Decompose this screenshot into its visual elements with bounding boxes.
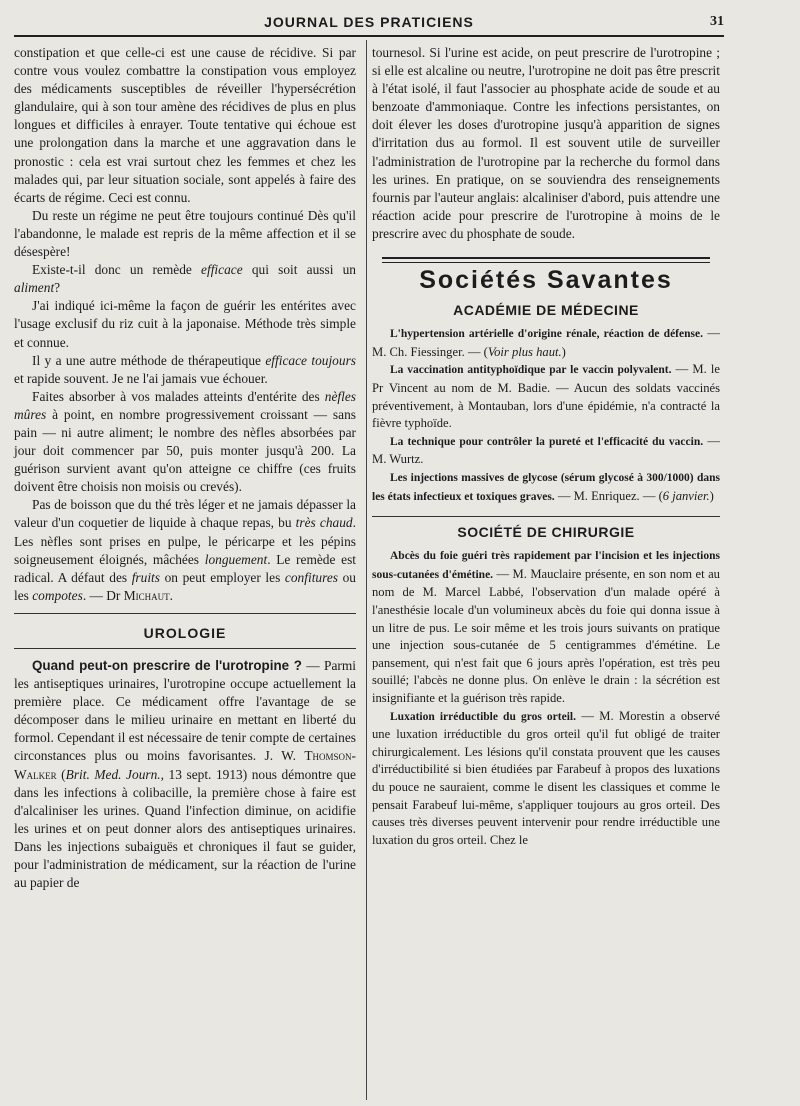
paragraph: Quand peut-on prescrire de l'urotropine ? — Parmi les antiseptiques urinaires, l'urotropine occupe actuellement la première place. Ce médicament offre l'avantage de se décomposer dans le milieu urinaire en mettant en liberté du formol. Cependant il est nécessaire de tenir compte de certaines circonstances plus ou moins favorisantes. J. W. Thomson-Walker (Brit. Med. Journ., 13 sept. 1913) nous démontre que dans les infections à colibacille, la première chose à faire est d'alcaliniser les urines. Quand l'infection diminue, on acidifie les urines et on peut donner alors des antiseptiques urinaires. Dans les injections subaiguës et chroniques il faut se guider, pour l'administration de médicament, sur la réaction de l'urine au papier de [14,658,357,891]
running-header [14,8,724,34]
section-heading-urologie: UROLOGIE [143,624,227,641]
section-heading-societes: Sociétés Savantes [419,266,673,295]
header-rule [14,35,724,37]
subsection-heading-chirurgie: SOCIÉTÉ DE CHIRURGIE [457,524,635,541]
paragraph: Du reste un régime ne peut être toujours continué Dès qu'il l'abandonne, le malade est repris de la même affection et il se désespère! [14,207,356,260]
section-rule [14,648,356,649]
right-column [372,44,720,849]
paragraph: Existe-t-il donc un remède efficace qui soit aussi un aliment? [14,262,356,296]
entry: La technique pour contrôler la pureté et l'efficacité du vaccin. — M. Wurtz. [372,433,720,467]
entry: Luxation irréductible du gros orteil. — M. Morestin a observé une luxation irréductible du gros orteil qu'il fut obligé de traiter chirurgicalement. Les lésions qu'il constata prouvent que les causes d'irréductibilité si bien étudiées par Farabeuf à propos des luxations du pouce ne sauraient, comme le disent les classiques et comme le pensait Farabeuf lui-même, s'appliquer toujours au gros orteil. Des causes très diverses peuvent intervenir pour rendre irréductible une luxation du gros orteil. Chez le [372,708,720,847]
entry: Abcès du foie guéri très rapidement par l'incision et les injections sous-cutanées d'émétine. — M. Mauclaire présente, en son nom et au nom de M. Marcel Labbé, l'observation d'un malade opéré à l'anesthésie locale d'un volumineux abcès du foie qui donna issue à un litre de pus. Le soir même et les trois jours suivants on pratique une injection sous-cutanée de 5 centigrammes d'émétine. Le pansement, qui n'est fait que 6 jours après l'opération, est très peu souillé; l'abcès ne donne plus. On enlève le drain : la sécrétion est insignifiante et la guérison très rapide. [372,550,720,705]
subsection-heading-academie: ACADÉMIE DE MÉDECINE [453,302,639,319]
paragraph: constipation et que celle-ci est une cause de récidive. Si par contre vous voulez combattre la constipation vous employez des médicaments susceptibles de réveiller l'hypersécrétion glandulaire, qui à son tour amène des récidives de plus en plus longues et difficiles à enrayer. Toute tentative qui échoue est une prolongation dans la marche et une aggravation dans le pronostic : cela est vrai surtout chez les femmes et chez les malades qui, par leur situation sociale, sont appelés à faire des écarts de régime. Ceci est connu. [14,45,356,205]
entry: Les injections massives de glycose (sérum glycosé à 300/1000) dans les états infectieux et toxiques graves. — M. Enriquez. — (6 janvier.) [372,471,720,503]
page-number: 31 [710,14,724,29]
author-signature: Michaut [123,587,170,603]
section-rule [372,516,720,517]
article-title: Quand peut-on prescrire de l'urotropine ? [32,658,302,673]
entry: L'hypertension artérielle d'origine rénale, réaction de défense. — M. Ch. Fiessinger. — (Voir plus haut.) [372,326,720,359]
paragraph: tournesol. Si l'urine est acide, on peut prescrire de l'urotropine ; si elle est alcaline ou neutre, l'urotropine ne doit pas être prescrit à l'état isolé, il faut l'associer au phosphate acide de soude et au benzoate d'ammoniaque. Contre les infections persistantes, on doit élever les doses d'urotropine jusqu'à apparition de signes d'irritation dus au formol. Il est souvent utile de surveiller l'administration de l'urotropine par la recherche du formol dans les urines. En pratique, on se souviendra des renseignements fournis par l'auteur anglais: alcaliniser d'abord, puis attendre une réaction acide pour prescrire de l'urotropine à moins de le prescrire avec du phosphate de soude. [372,45,720,241]
paragraph: J'ai indiqué ici-même la façon de guérir les entérites avec l'usage exclusif du riz cuit à la japonaise. Méthode très simple et connue. [14,298,356,350]
left-column [14,44,356,892]
section-double-rule [382,257,710,263]
section-rule [14,613,356,614]
journal-title: JOURNAL DES PRATICIENS [264,14,474,30]
column-divider [366,40,367,1100]
paragraph: Pas de boisson que du thé très léger et ne jamais dépasser la valeur d'un coquetier de liquide à chaque repas, bu très chaud. Les nèfles sont prises en pulpe, le péricarpe et les pépins soigneusement éloignés, mâchées longuement. Le remède est radical. A défaut des fruits on peut employer les confitures ou les compotes. — Dr Michaut. [14,497,356,603]
paragraph: Il y a une autre méthode de thérapeutique efficace toujours et rapide souvent. Je ne l'ai jamais vue échouer. [14,352,356,386]
entry: La vaccination antityphoïdique par le vaccin polyvalent. — M. le Pr Vincent au nom de M. Badie. — Aucun des soldats vaccinés préventivement, à Montauban, lors d'une épidémie, n'a contracté la fièvre typhoïde. [372,362,720,431]
paragraph: Faites absorber à vos malades atteints d'entérite des nèfles mûres à point, en nombre progressivement croissant — sans pain — ni autre aliment; le nombre des nèfles absorbées par jour doit commencer par 50, puis monter jusqu'à 200. La guérison survient avant qu'on atteigne ce chiffre (ces fruits doivent être choisis non moisis ou crevés). [14,388,356,495]
